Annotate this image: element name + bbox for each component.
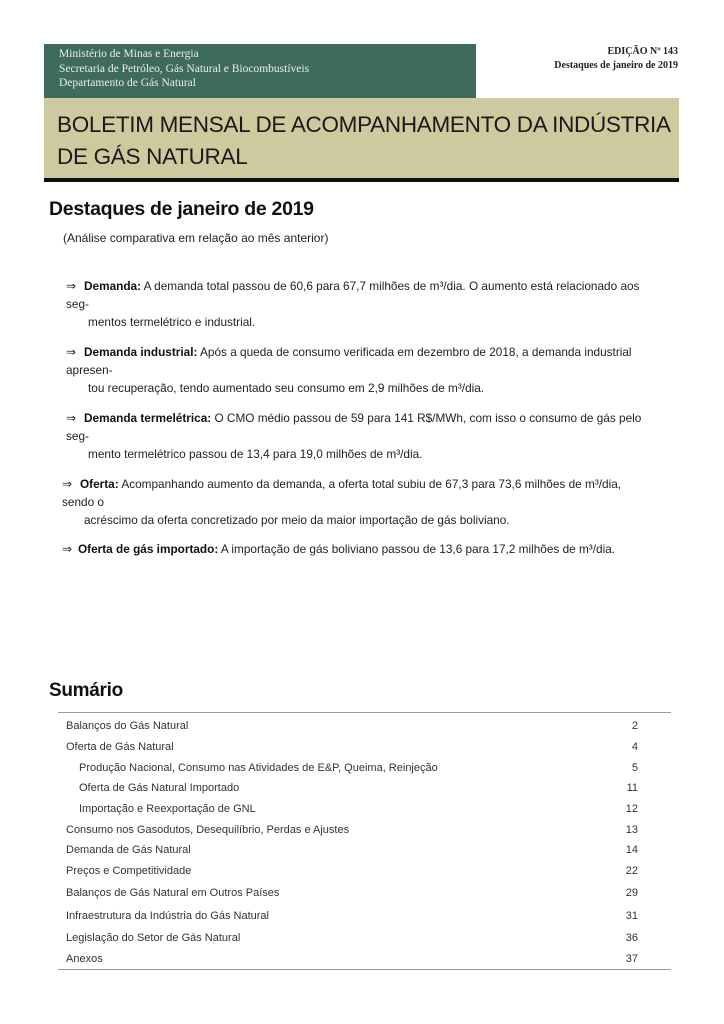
summary-row[interactable] bbox=[58, 780, 671, 798]
summary-row-label: Legislação do Setor de Gás Natural bbox=[66, 932, 241, 944]
ministry-line: Ministério de Minas e Energia bbox=[59, 48, 199, 60]
summary-row-page: 4 bbox=[631, 741, 638, 753]
summary-row-label: Oferta de Gás Natural bbox=[66, 741, 174, 753]
highlight-text: Após a queda de consumo verificada em dezembro de 2018, a demanda industrial apresen- bbox=[66, 345, 632, 377]
ministry-block bbox=[44, 44, 476, 98]
summary-row-label: Importação e Reexportação de GNL bbox=[79, 803, 256, 815]
summary-row-page: 12 bbox=[625, 803, 638, 815]
summary-row-label: Produção Nacional, Consumo nas Atividades de E&P, Queima, Reinjeção bbox=[79, 762, 438, 774]
highlight-text: Acompanhando aumento da demanda, a oferta total subiu de 67,3 para 73,6 milhões de m³/dia, sendo o bbox=[62, 477, 622, 509]
summary-row[interactable] bbox=[58, 842, 671, 860]
summary-row-label: Preços e Competitividade bbox=[66, 865, 192, 877]
highlight-item bbox=[62, 540, 648, 558]
highlights-title: Destaques de janeiro de 2019 bbox=[49, 198, 314, 220]
edition-block bbox=[554, 45, 678, 73]
highlight-item bbox=[62, 475, 648, 529]
summary-table bbox=[58, 712, 671, 970]
summary-row-label: Balanços do Gás Natural bbox=[66, 720, 189, 732]
summary-row[interactable] bbox=[58, 908, 671, 926]
summary-row-page: 31 bbox=[625, 910, 638, 922]
summary-row[interactable] bbox=[58, 885, 671, 903]
arrow-icon: ⇒ bbox=[62, 477, 72, 491]
highlight-item bbox=[66, 343, 652, 397]
summary-row[interactable] bbox=[58, 718, 671, 736]
arrow-icon: ⇒ bbox=[66, 411, 76, 425]
summary-row-page: 36 bbox=[625, 932, 638, 944]
summary-row-label: Demanda de Gás Natural bbox=[66, 844, 191, 856]
highlight-text: A importação de gás boliviano passou de 13,6 para 17,2 milhões de m³/dia. bbox=[218, 542, 616, 556]
summary-row-page: 13 bbox=[625, 824, 638, 836]
summary-row-page: 37 bbox=[625, 953, 638, 965]
highlight-item bbox=[66, 277, 652, 331]
bulletin-title-line: BOLETIM MENSAL DE ACOMPANHAMENTO DA INDÚSTRIA bbox=[57, 112, 671, 137]
summary-title: Sumário bbox=[49, 680, 123, 701]
highlight-label: Demanda industrial: bbox=[84, 345, 198, 359]
highlight-text: A demanda total passou de 60,6 para 67,7 milhões de m³/dia. O aumento está relacionado aos seg- bbox=[66, 279, 640, 311]
edition-number: EDIÇÃO Nº 143 bbox=[607, 46, 678, 57]
highlight-text: mento termelétrico passou de 13,4 para 19,0 milhões de m³/dia. bbox=[88, 447, 423, 461]
highlight-label: Oferta: bbox=[80, 477, 119, 491]
highlight-label: Oferta de gás importado: bbox=[78, 542, 219, 556]
summary-row-label: Consumo nos Gasodutos, Desequilíbrio, Perdas e Ajustes bbox=[66, 824, 350, 836]
summary-row-label: Balanços de Gás Natural em Outros Países bbox=[66, 887, 280, 899]
summary-row-label: Infraestrutura da Indústria do Gás Natural bbox=[66, 910, 269, 922]
arrow-icon: ⇒ bbox=[66, 345, 76, 359]
highlight-text: mentos termelétrico e industrial. bbox=[88, 315, 256, 329]
highlight-label: Demanda: bbox=[84, 279, 142, 293]
summary-row-page: 11 bbox=[626, 782, 638, 794]
summary-row[interactable] bbox=[58, 760, 671, 778]
summary-row[interactable] bbox=[58, 739, 671, 757]
edition-subtitle: Destaques de janeiro de 2019 bbox=[554, 60, 678, 71]
ministry-line: Departamento de Gás Natural bbox=[59, 77, 196, 89]
highlight-label: Demanda termelétrica: bbox=[84, 411, 212, 425]
highlight-text: O CMO médio passou de 59 para 141 R$/MWh, com isso o consumo de gás pelo seg- bbox=[66, 411, 642, 443]
summary-row[interactable] bbox=[58, 863, 671, 881]
bulletin-title bbox=[57, 109, 677, 173]
summary-row-label: Anexos bbox=[66, 953, 103, 965]
summary-row-page: 14 bbox=[625, 844, 638, 856]
header-rule bbox=[44, 178, 679, 182]
summary-row[interactable] bbox=[58, 801, 671, 819]
highlights-subtitle: (Análise comparativa em relação ao mês anterior) bbox=[63, 231, 329, 245]
summary-row[interactable] bbox=[58, 951, 671, 969]
summary-row[interactable] bbox=[58, 930, 671, 948]
highlight-text: tou recuperação, tendo aumentado seu consumo em 2,9 milhões de m³/dia. bbox=[88, 381, 485, 395]
summary-row-page: 2 bbox=[631, 720, 638, 732]
title-banner bbox=[44, 98, 679, 178]
summary-row-label: Oferta de Gás Natural Importado bbox=[79, 782, 240, 794]
arrow-icon: ⇒ bbox=[62, 542, 72, 556]
summary-row[interactable] bbox=[58, 822, 671, 840]
summary-row-page: 22 bbox=[625, 865, 638, 877]
bulletin-title-line: DE GÁS NATURAL bbox=[57, 144, 248, 169]
highlight-text: acréscimo da oferta concretizado por meio da maior importação de gás boliviano. bbox=[84, 513, 510, 527]
summary-row-page: 5 bbox=[631, 762, 638, 774]
ministry-line: Secretaria de Petróleo, Gás Natural e Biocombustíveis bbox=[59, 62, 310, 75]
arrow-icon: ⇒ bbox=[66, 279, 76, 293]
highlight-item bbox=[66, 409, 652, 463]
summary-row-page: 29 bbox=[625, 887, 638, 899]
